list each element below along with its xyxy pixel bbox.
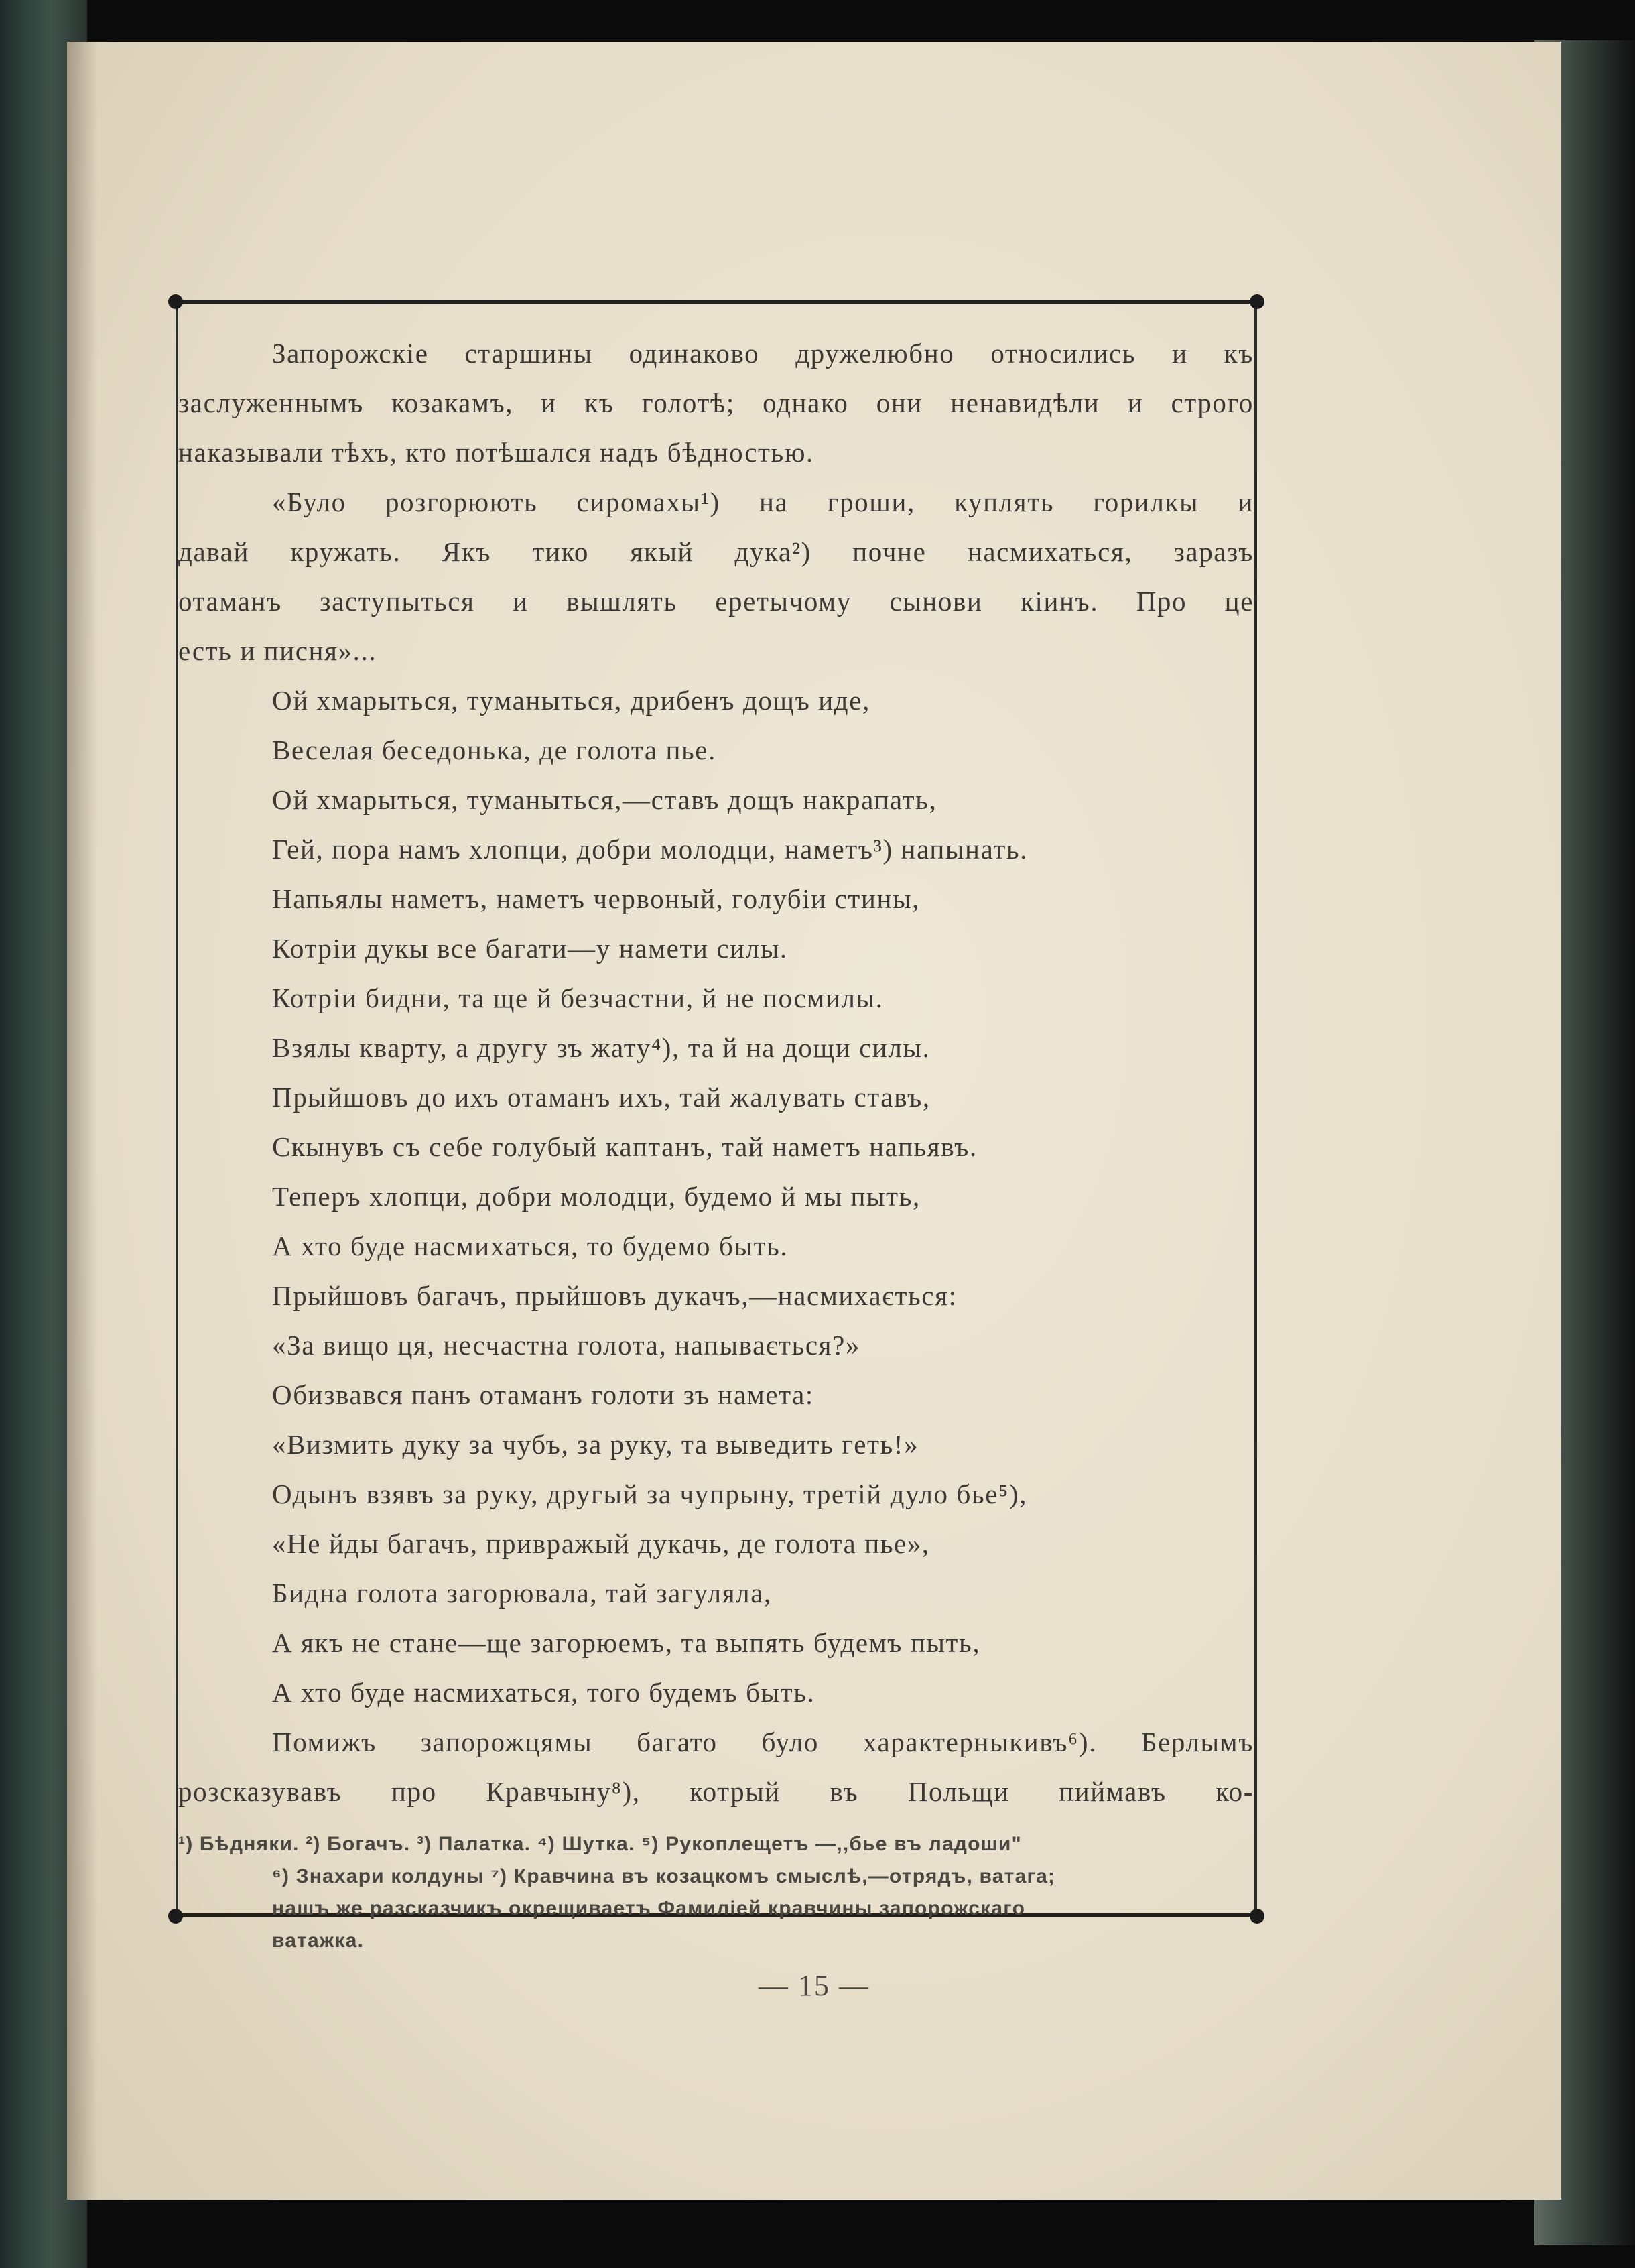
footnote-line: нашъ же разсказчикъ окрещиваетъ Фамиліей кравчины запорожскаго — [272, 1897, 1026, 1919]
verse-line: А хто буде насмихаться, то будемо быть. — [272, 1231, 789, 1261]
page-number: — 15 — — [759, 1969, 870, 2002]
verse-line: Прыйшовъ багачъ, прыйшовъ дукачъ,—насмихається: — [272, 1280, 958, 1311]
song-verse — [178, 676, 1254, 1717]
verse-line: Прыйшовъ до ихъ отаманъ ихъ, тай жалувать ставъ, — [272, 1082, 931, 1113]
verse-line: Ой хмарыться, туманыться, дрибенъ дощъ иде, — [272, 685, 870, 716]
verse-line: Взялы кварту, а другу зъ жату⁴), та й на дощи силы. — [272, 1032, 931, 1063]
text-line: есть и писня»... — [178, 635, 377, 666]
page-gutter-shadow — [67, 42, 98, 2200]
verse-line: Обизвався панъ отаманъ голоти зъ намета: — [272, 1379, 814, 1410]
text-line: наказывали тѣхъ, кто потѣшался надъ бѣдностью. — [178, 437, 814, 468]
footnote-line: ⁶) Знахари колдуны ⁷) Кравчина въ козацкомъ смыслѣ,—отрядъ, ватага; — [272, 1865, 1056, 1887]
verse-line: Котріи дукы все багати—у намети силы. — [272, 933, 788, 964]
footnote-line: ватажка. — [272, 1930, 365, 1952]
footnotes — [178, 1828, 1254, 1957]
verse-line: Гей, пора намъ хлопци, добри молодци, наметъ³) напынать. — [272, 834, 1028, 865]
verse-line: Веселая беседонька, де голота пье. — [272, 735, 716, 765]
verse-line: Одынъ взявъ за руку, другый за чупрыну, третій дуло бье⁵), — [272, 1478, 1028, 1509]
verse-line: А якъ не стане—ще загорюемъ, та выпять будемъ пыть, — [272, 1627, 981, 1658]
page-text — [178, 328, 1254, 1957]
text-line: Помижъ запорожцямы багато було характерныкивъ⁶). Берлымъ — [272, 1726, 1254, 1757]
text-line: давай кружать. Якъ тико якый дука²) почне насмихаться, заразъ — [178, 536, 1254, 567]
text-line: «Було розгорюють сиромахы¹) на гроши, куплять горилкы и — [272, 487, 1254, 517]
text-line: заслуженнымъ козакамъ, и къ голотѣ; однако они ненавидѣли и строго — [178, 387, 1254, 418]
text-line: отаманъ заступыться и вышлять еретычому сынови кіинъ. Про це — [178, 586, 1254, 617]
text-line: розсказувавъ про Кравчыну⁸), котрый въ Польщи пиймавъ ко- — [178, 1776, 1254, 1807]
verse-line: «Не йды багачъ, привражый дукачь, де голота пье», — [272, 1528, 930, 1559]
text-line: Запорожскіе старшины одинаково дружелюбно относились и къ — [272, 338, 1254, 369]
verse-line: Бидна голота загорювала, тай загуляла, — [272, 1578, 772, 1609]
verse-line: Ой хмарыться, туманыться,—ставъ дощъ накрапать, — [272, 784, 937, 815]
frame-corner-top-left — [168, 294, 183, 309]
book-page — [67, 42, 1561, 2200]
frame-corner-top-right — [1250, 294, 1264, 309]
verse-line: «Визмить дуку за чубъ, за руку, та выведить геть!» — [272, 1429, 919, 1460]
verse-line: Скынувъ съ себе голубый каптанъ, тай наметъ напьявъ. — [272, 1131, 978, 1162]
verse-line: А хто буде насмихаться, того будемъ быть. — [272, 1677, 815, 1708]
verse-line: «За вищо ця, несчастна голота, напывається?» — [272, 1330, 861, 1361]
verse-line: Котріи бидни, та ще й безчастни, й не посмилы. — [272, 983, 884, 1013]
paragraph-3 — [178, 1717, 1254, 1816]
verse-line: Теперъ хлопци, добри молодци, будемо й мы пыть, — [272, 1181, 921, 1212]
paragraph-1 — [178, 328, 1254, 477]
footnote-line: ¹) Бѣдняки. ²) Богачъ. ³) Палатка. ⁴) Шутка. ⁵) Рукоплещетъ —,,бье въ ладоши" — [178, 1833, 1022, 1855]
paragraph-2 — [178, 477, 1254, 676]
verse-line: Напьялы наметъ, наметъ червоный, голубіи стины, — [272, 883, 921, 914]
